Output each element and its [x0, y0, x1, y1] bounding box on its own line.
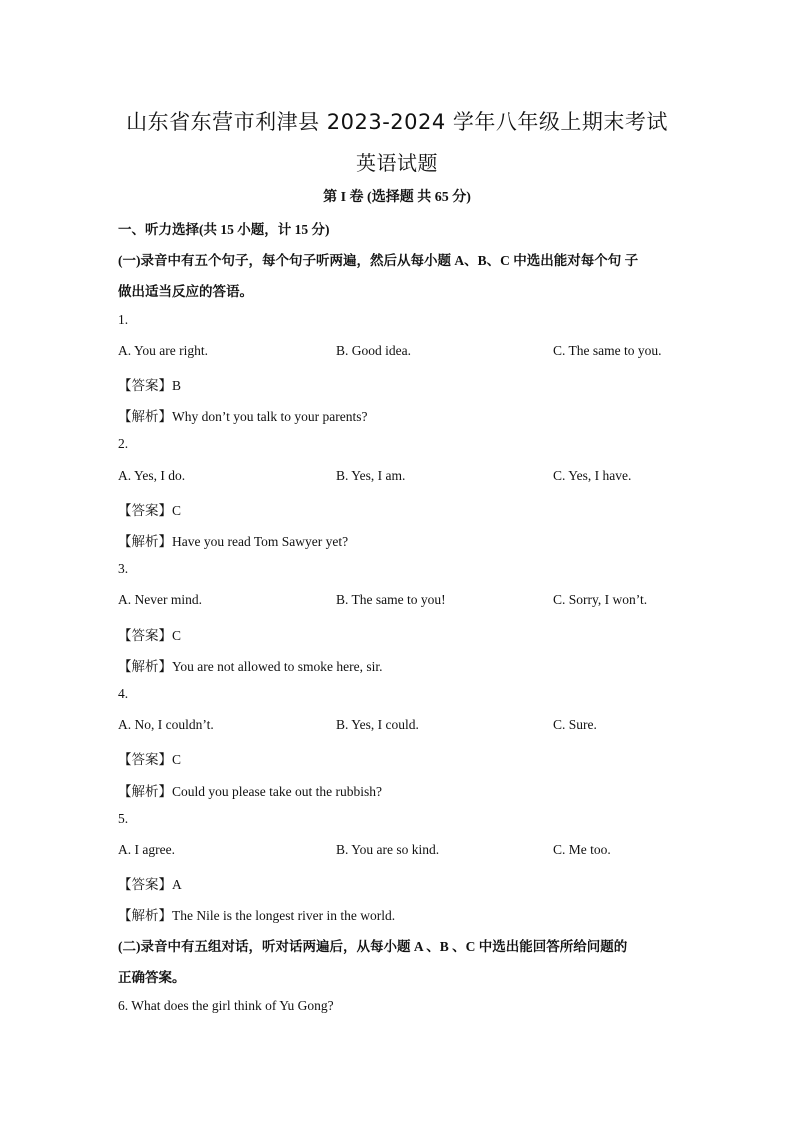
question-number: 2. [118, 436, 129, 451]
option-a: A. Yes, I do. [118, 468, 186, 483]
answer: 【答案】A [118, 877, 182, 892]
option-b: B. The same to you! [336, 592, 446, 607]
document-subject-title: 英语试题 [356, 151, 438, 175]
volume-subtitle: 第 I 卷 (选择题 共 65 分) [323, 190, 471, 205]
document-title: 山东省东营市利津县 2023-2024 学年八年级上期末考试 [126, 110, 668, 134]
option-c: C. The same to you. [553, 343, 662, 358]
part1-instruction-line1: (一)录音中有五个句子，每个句子听两遍，然后从每小题 A、B、C 中选出能对每个句 子 [118, 253, 639, 268]
option-b: B. Yes, I am. [336, 468, 406, 483]
part2-instruction-line1: (二)录音中有五组对话，听对话两遍后，从每小题 A 、B 、C 中选出能回答所给问题的 [118, 939, 628, 954]
answer: 【答案】C [118, 628, 182, 643]
analysis: 【解析】The Nile is the longest river in the world. [118, 908, 396, 923]
option-b: B. Yes, I could. [336, 717, 419, 732]
option-a: A. Never mind. [118, 592, 202, 607]
analysis: 【解析】You are not allowed to smoke here, sir. [118, 659, 383, 674]
analysis: 【解析】Why don’t you talk to your parents? [118, 409, 368, 424]
question-number: 1. [118, 312, 129, 327]
analysis: 【解析】Have you read Tom Sawyer yet? [118, 534, 349, 549]
part2-instruction-line2: 正确答案。 [118, 970, 186, 985]
answer: 【答案】C [118, 503, 182, 518]
answer: 【答案】C [118, 752, 182, 767]
option-c: C. Yes, I have. [553, 468, 632, 483]
section1-heading: 一、听力选择(共 15 小题，计 15 分) [118, 222, 330, 237]
question-number: 4. [118, 686, 129, 701]
question-number: 5. [118, 811, 129, 826]
answer: 【答案】B [118, 378, 182, 393]
question-number: 3. [118, 561, 129, 576]
option-a: A. No, I couldn’t. [118, 717, 214, 732]
option-a: A. I agree. [118, 842, 175, 857]
option-c: C. Sure. [553, 717, 597, 732]
question-6: 6. What does the girl think of Yu Gong? [118, 998, 334, 1013]
part1-instruction-line2: 做出适当反应的答语。 [118, 284, 253, 299]
option-b: B. Good idea. [336, 343, 411, 358]
option-a: A. You are right. [118, 343, 208, 358]
analysis: 【解析】Could you please take out the rubbish? [118, 784, 382, 799]
option-c: C. Sorry, I won’t. [553, 592, 648, 607]
option-c: C. Me too. [553, 842, 611, 857]
option-b: B. You are so kind. [336, 842, 440, 857]
